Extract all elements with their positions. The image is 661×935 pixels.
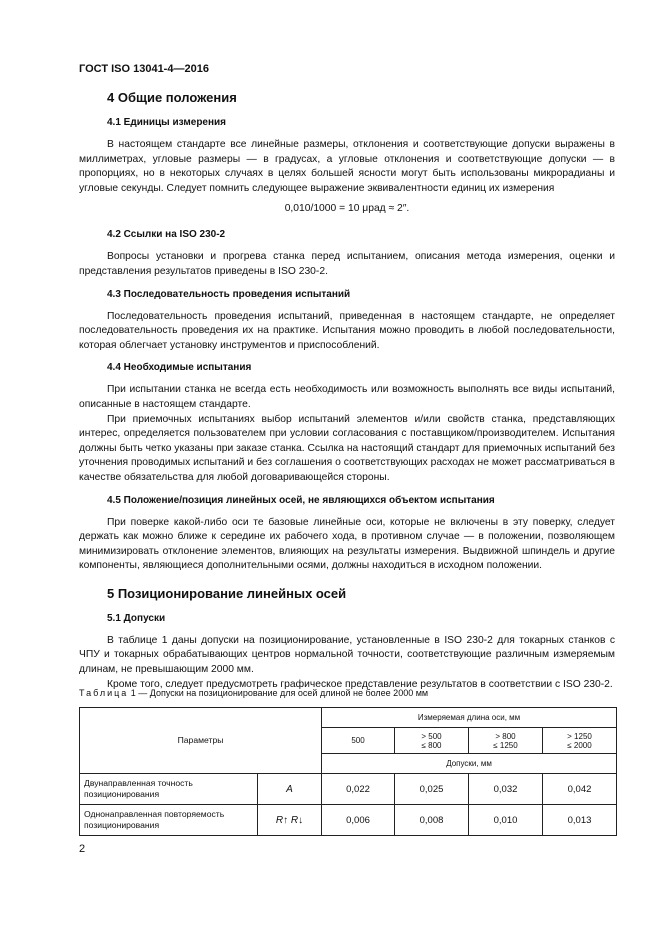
range-4-line-2: ≤ 2000 <box>567 740 592 750</box>
range-cell-3 <box>469 728 543 754</box>
section-4-4-text-2: При приемочных испытаниях выбор испытаний элементов и/или свойств станка, представляющих интерес, определяется пользователем при условии согласования с поставщиком/производителем. Испытания должны быть четко указаны при заказе станка. Ссылка на настоящий стандарт для приемочных испытаний без уточнения проводимых испытаний и без соглашения о соответствующих расходах не может рассматриваться в качестве обязательства для любой договаривающейся стороны. <box>79 413 615 483</box>
value-cell: 0,025 <box>395 774 469 805</box>
value-cell: 0,008 <box>395 805 469 836</box>
length-header: Измеряемая длина оси, мм <box>322 708 617 728</box>
range-2-line-1: > 500 <box>421 731 442 741</box>
params-header: Параметры <box>80 708 322 774</box>
section-4-1-title: 4.1 Единицы измерения <box>107 117 227 128</box>
table-caption-word: Таблица <box>79 688 129 698</box>
section-4-5-text: При поверке какой-либо оси те базовые линейные оси, которые не включены в эту поверку, следует держать как можно ближе к середине их рабочего хода, в противном случае — в положении, позволяющем минимизировать отклонение элементов, влияющих на результаты измерения. Выдвижной шпиндель и другие компоненты, являющиеся дополнительными осями, должны находиться в исходном положении. <box>79 516 615 572</box>
table-row <box>80 774 617 805</box>
value-cell: 0,022 <box>322 774 395 805</box>
range-1-line-1: 500 <box>351 736 365 745</box>
tolerances-header: Допуски, мм <box>322 754 617 774</box>
range-2-line-2: ≤ 800 <box>421 740 442 750</box>
value-cell: 0,042 <box>543 774 617 805</box>
value-cell: 0,010 <box>469 805 543 836</box>
section-4-2-title: 4.2 Ссылки на ISO 230-2 <box>107 229 226 241</box>
document-body <box>79 90 615 692</box>
param-label: Однонаправленная повторяемость позиционирования <box>80 805 258 836</box>
section-4-1-text: В настоящем стандарте все линейные размеры, отклонения и соответствующие допуски выражены в миллиметрах, угловые размеры — в градусах, а угловые отклонения и соответствующие допуски — в пропорциях, но в некоторых случаях в целях большей ясности могут быть использованы микрорадианы и угловые секунды. Следует помнить следующее выражение эквивалентности единиц их измерения <box>79 139 615 194</box>
range-cell-1 <box>322 728 395 754</box>
section-4-title: 4 Общие положения <box>107 90 237 105</box>
range-cell-4 <box>543 728 617 754</box>
table-caption-text: 1 — Допуски на позиционирование для осей длиной не более 2000 мм <box>128 688 429 698</box>
section-4-2-text: Вопросы установки и прогрева станка перед испытанием, описания метода измерения, оценки и представления результатов приведены в ISO 230-2. <box>79 251 615 277</box>
equivalence-formula: 0,010/1000 = 10 μрад ≈ 2″. <box>284 203 410 215</box>
section-5-1-title: 5.1 Допуски <box>107 612 166 624</box>
range-4-line-1: > 1250 <box>567 731 592 741</box>
document-header: ГОСТ ISO 13041-4—2016 <box>79 63 209 75</box>
section-5-1-text-2: Кроме того, следует предусмотреть графическое представление результатов в соответствии с ISO 230-2. <box>107 678 613 690</box>
param-symbol: R↑ R↓ <box>258 805 322 836</box>
range-3-line-1: > 800 <box>495 731 516 741</box>
value-cell: 0,006 <box>322 805 395 836</box>
page-number: 2 <box>79 843 86 855</box>
param-symbol: A <box>258 774 322 805</box>
value-cell: 0,032 <box>469 774 543 805</box>
section-4-5-title: 4.5 Положение/позиция линейных осей, не являющихся объектом испытания <box>107 494 495 506</box>
range-3-line-2: ≤ 1250 <box>493 740 518 750</box>
value-cell: 0,013 <box>543 805 617 836</box>
param-label: Двунаправленная точность позиционирования <box>80 774 258 805</box>
section-5-1-text-1: В таблице 1 даны допуски на позиционирование, установленные в ISO 230-2 для токарных станков с ЧПУ и токарных обрабатывающих центров нормальной точности, соответствующие различным измеряемым длинам, не превышающим 2000 мм. <box>79 634 615 676</box>
range-cell-2 <box>395 728 469 754</box>
section-4-3-text: Последовательность проведения испытаний, приведенная в настоящем стандарте, не определяет последовательность проведения их на практике. Испытания можно проводить в любой последовательности, которая облегчает установку инструментов и приспособлений. <box>79 310 615 351</box>
section-4-4-text-1: При испытании станка не всегда есть необходимость или возможность выполнять все виды испытаний, описанные в настоящем стандарте. <box>79 384 615 410</box>
table-row <box>80 805 617 836</box>
tolerances-table <box>79 707 617 836</box>
section-4-3-title: 4.3 Последовательность проведения испытаний <box>107 288 351 300</box>
table-caption <box>79 688 428 698</box>
section-5-title: 5 Позиционирование линейных осей <box>107 585 347 601</box>
section-4-4-title: 4.4 Необходимые испытания <box>107 362 252 374</box>
